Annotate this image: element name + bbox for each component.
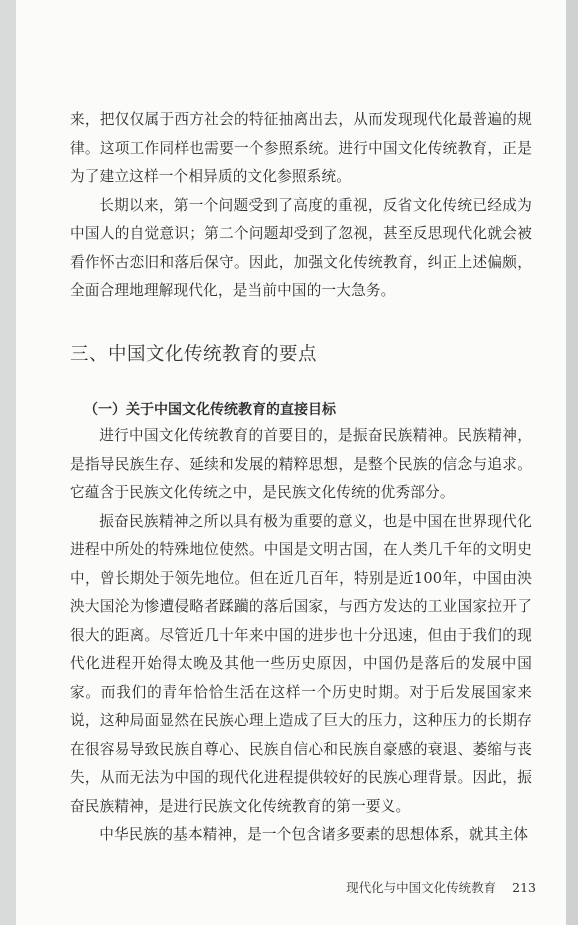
subsection-heading: （一）关于中国文化传统教育的直接目标 <box>84 402 336 418</box>
running-title: 现代化与中国文化传统教育 <box>346 880 497 895</box>
paragraph: 振奋民族精神之所以具有极为重要的意义，也是中国在世界现代化进程中所处的特殊地位使然。中国是文明古国，在人类几千年的文明史中，曾长期处于领先地位。但在近几百年，特别是近100年，中国由泱泱大国沦为惨遭侵略者蹂躏的落后国家，与西方发达的工业国家拉开了很大的距离。尽管近几十年来中国的进步也十分迅速，但由于我们的现代化进程开始得太晚及其他一些历史原因，中国仍是落后的发展中国家。而我们的青年恰恰生活在这样一个历史时期。对于后发展国家来说，这种局面显然在民族心理上造成了巨大的压力，这种压力的长期存在很容易导致民族自尊心、民族自信心和民族自豪感的衰退、萎缩与丧失，从而无法为中国的现代化进程提供较好的民族心理背景。因此，振奋民族精神，是进行民族文化传统教育的第一要义。 <box>70 512 532 815</box>
page-number: 213 <box>512 880 536 895</box>
book-page <box>16 0 566 925</box>
paragraph-continuation: 来，把仅仅属于西方社会的特征抽离出去，从而发现现代化最普遍的规律。这项工作同样也需要一个参照系统。进行中国文化传统教育，正是为了建立这样一个相异质的文化参照系统。 <box>70 111 532 185</box>
paragraph: 进行中国文化传统教育的首要目的，是振奋民族精神。民族精神，是指导民族生存、延续和发展的精粹思想，是整个民族的信念与追求。它蕴含于民族文化传统之中，是民族文化传统的优秀部分。 <box>70 427 532 501</box>
body-text-bottom <box>70 422 532 850</box>
scroll-edge <box>566 0 578 925</box>
paragraph: 中华民族的基本精神，是一个包含诸多要素的思想体系，就其主体 <box>99 826 529 843</box>
page-footer <box>346 878 536 896</box>
section-heading: 三、中国文化传统教育的要点 <box>70 344 318 365</box>
paragraph: 长期以来，第一个问题受到了高度的重视，反省文化传统已经成为中国人的自觉意识；第二个问题却受到了忽视，甚至反思现代化就会被看作怀古恋旧和落后保守。因此，加强文化传统教育，纠正上述偏颇，全面合理地理解现代化，是当前中国的一大急务。 <box>70 196 532 299</box>
body-text-top <box>70 106 532 306</box>
